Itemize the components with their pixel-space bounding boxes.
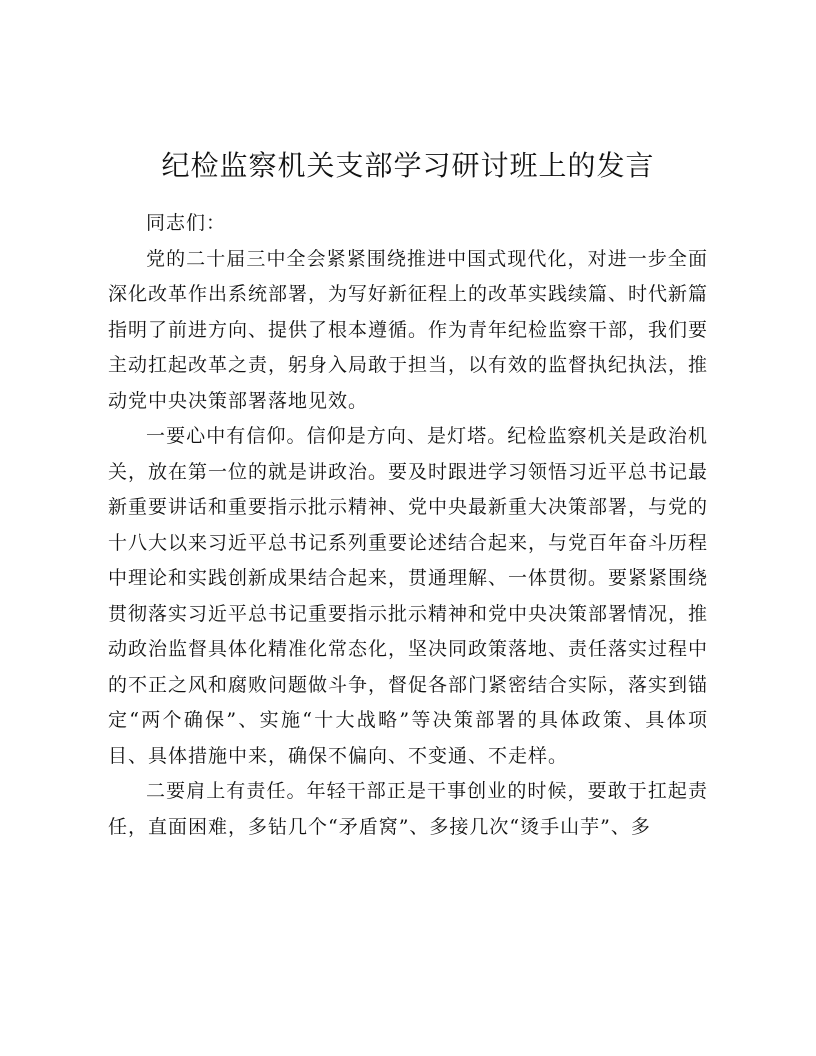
document-page xyxy=(108,140,708,845)
paragraph-intro: 党的二十届三中全会紧紧围绕推进中国式现代化，对进一步全面深化改革作出系统部署，为写好新征程上的改革实践续篇、时代新篇指明了前进方向、提供了根本遵循。作为青年纪检监察干部，我们要主动扛起改革之责，躬身入局敢于担当，以有效的监督执纪执法，推动党中央决策部署落地见效。 xyxy=(108,247,709,412)
document-title: 纪检监察机关支部学习研讨班上的发言 xyxy=(161,149,655,182)
paragraph-responsibility: 二要肩上有责任。年轻干部正是干事创业的时候，要敢于扛起责任，直面困难，多钻几个“矛盾窝”、多接几次“烫手山芋”、多 xyxy=(108,780,708,838)
greeting: 同志们： xyxy=(146,212,227,234)
paragraph-faith: 一要心中有信仰。信仰是方向、是灯塔。纪检监察机关是政治机关，放在第一位的就是讲政治。要及时跟进学习领悟习近平总书记最新重要讲话和重要指示批示精神、党中央最新重大决策部署，与党的十八大以来习近平总书记系列重要论述结合起来，与党百年奋斗历程中理论和实践创新成果结合起来，贯通理解、一体贯彻。要紧紧围绕贯彻落实习近平总书记重要指示批示精神和党中央决策部署情况，推动政治监督具体化精准化常态化，坚决同政策落地、责任落实过程中的不正之风和腐败问题做斗争，督促各部门紧密结合实际，落实到锚定“两个确保”、实施“十大战略”等决策部署的具体政策、具体项目、具体措施中来，确保不偏向、不变通、不走样。 xyxy=(108,425,709,767)
